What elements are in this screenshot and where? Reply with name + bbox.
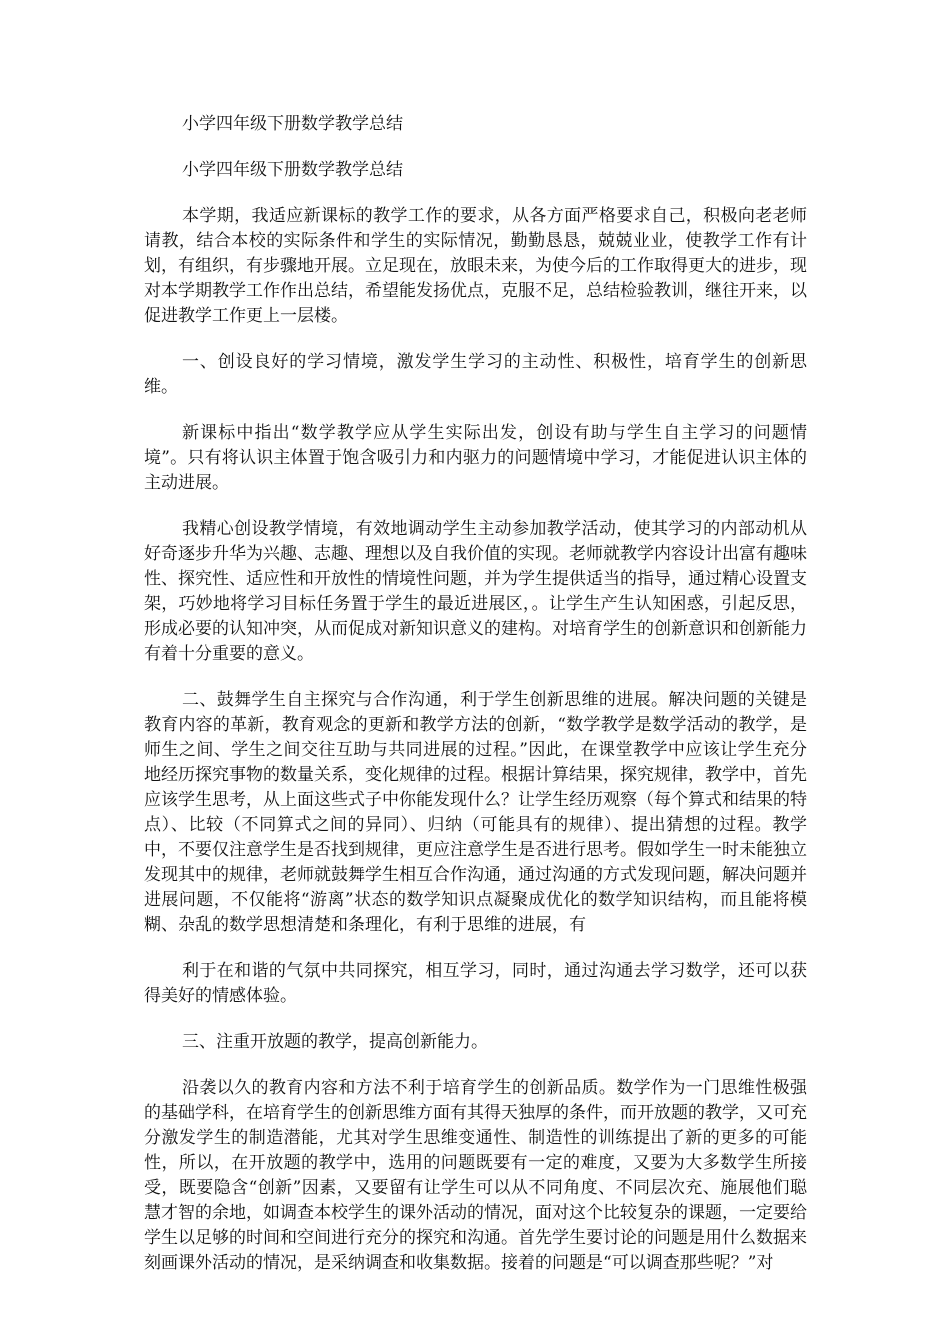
paragraph: 新课标中指出“数学教学应从学生实际出发，创设有助与学生自主学习的问题情境”。只有将认识主体置于饱含吸引力和内驱力的问题情境中学习，才能促进认识主体的主动进展。 — [144, 423, 807, 493]
paragraph: 利于在和谐的气氛中共同探究，相互学习，同时，通过沟通去学习数学，还可以获得美好的情感体验。 — [144, 961, 807, 1006]
document-subtitle: 小学四年级下册数学教学总结 — [182, 160, 403, 180]
section-heading-3: 三、注重开放题的教学，提高创新能力。 — [182, 1032, 488, 1052]
paragraph: 沿袭以久的教育内容和方法不利于培育学生的创新品质。数学作为一门思维性极强的基础学科，在培育学生的创新思维方面有其得天独厚的条件，而开放题的教学，又可充分激发学生的制造潜能，尤其对学生思维变通性、制造性的训练提出了新的更多的可能性，所以，在开放题的教学中，选用的问题既要有一定的难度，又要为大多数学生所接受，既要隐含“创新”因素，又要留有让学生可以从不同角度、不同层次充、施展他们聪慧才智的余地，如调查本校学生的课外活动的情况，面对这个比较复杂的课题，一定要给学生以足够的时间和空间进行充分的探究和沟通。首先学生要讨论的问题是用什么数据来刻画课外活动的情况，是采纳调查和收集数据。接着的问题是“可以调查那些呢？”对 — [144, 1078, 807, 1273]
section-heading-1: 一、创设良好的学习情境，激发学生学习的主动性、积极性，培育学生的创新思维。 — [144, 352, 807, 397]
section-paragraph-2: 二、鼓舞学生自主探究与合作沟通，利于学生创新思维的进展。解决问题的关键是教育内容的革新，教育观念的更新和教学方法的创新，“数学教学是数学活动的教学，是师生之间、学生之间交往互助与共同进展的过程。”因此，在课堂教学中应该让学生充分地经历探究事物的数量关系，变化规律的过程。根据计算结果，探究规律，教学中，首先应该学生思考，从上面这些式子中你能发现什么？让学生经历观察（每个算式和结果的特点）、比较（不同算式之间的异同）、归纳（可能具有的规律）、提出猜想的过程。教学中，不要仅注意学生是否找到规律，更应注意学生是否进行思考。假如学生一时未能独立发现其中的规律，老师就鼓舞学生相互合作沟通，通过沟通的方式发现问题，解决问题并进展问题，不仅能将“游离”状态的数学知识点凝聚成优化的数学知识结构，而且能将模糊、杂乱的数学思想清楚和条理化，有利于思维的进展，有 — [144, 690, 807, 935]
paragraph-intro: 本学期，我适应新课标的教学工作的要求，从各方面严格要求自己，积极向老老师请教，结合本校的实际条件和学生的实际情况，勤勤恳恳，兢兢业业，使教学工作有计划，有组织，有步骤地开展。立足现在，放眼未来，为使今后的工作取得更大的进步，现对本学期教学工作作出总结，希望能发扬优点，克服不足，总结检验教训，继往开来，以促进教学工作更上一层楼。 — [144, 206, 807, 326]
paragraph: 我精心创设教学情境，有效地调动学生主动参加教学活动，使其学习的内部动机从好奇逐步升华为兴趣、志趣、理想以及自我价值的实现。老师就教学内容设计出富有趣味性、探究性、适应性和开放性的情境性问题，并为学生提供适当的指导，通过精心设置支架，巧妙地将学习目标任务置于学生的最近进展区，。让学生产生认知困惑，引起反思，形成必要的认知冲突，从而促成对新知识意义的建构。对培育学生的创新意识和创新能力有着十分重要的意义。 — [144, 519, 807, 664]
document-page — [144, 112, 807, 1297]
document-title: 小学四年级下册数学教学总结 — [182, 114, 403, 134]
